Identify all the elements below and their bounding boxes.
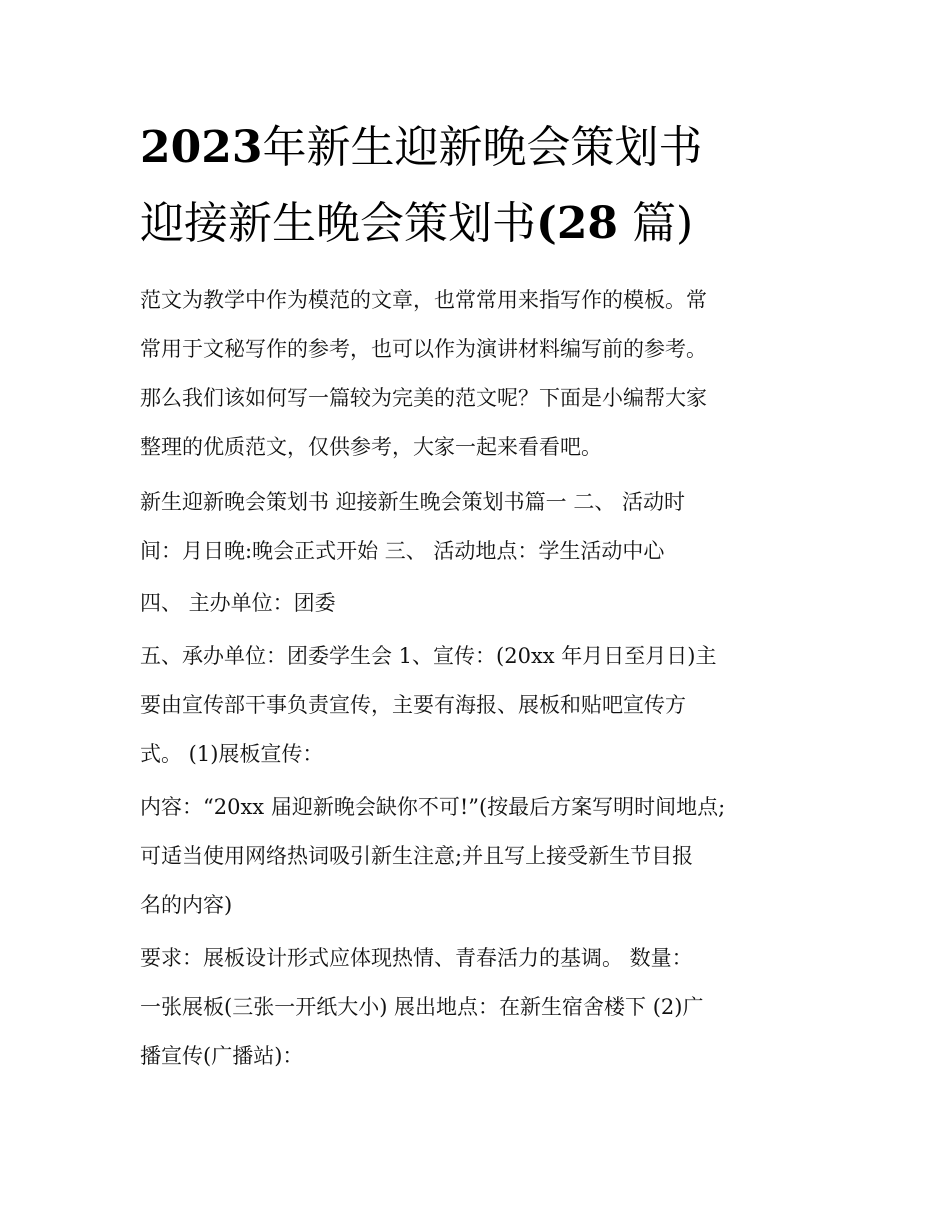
body-text-line: 间：月日晚:晚会正式开始 三、 活动地点：学生活动中心 <box>140 539 665 563</box>
body-text-line: 要求：展板设计形式应体现热情、青春活力的基调。 数量： <box>140 946 693 970</box>
body-text-line: 内容：“20xx 届迎新晚会缺你不可!”(按最后方案写明时间地点; <box>140 795 726 819</box>
body-text-line: 要由宣传部干事负责宣传，主要有海报、展板和贴吧宣传方 <box>140 693 686 717</box>
body-text-line: 常用于文秘写作的参考，也可以作为演讲材料编写前的参考。 <box>140 337 707 361</box>
body-text-line: 式。 (1)展板宣传： <box>140 742 324 766</box>
body-text-line: 五、承办单位：团委学生会 1、宣传：(20xx 年月日至月日)主 <box>140 644 717 668</box>
body-text-line: 四、 主办单位：团委 <box>140 591 336 615</box>
body-text-line: 整理的优质范文，仅供参考，大家一起来看看吧。 <box>140 435 602 459</box>
title-count-suffix: 篇) <box>632 198 694 249</box>
body-text-line: 新生迎新晚会策划书 迎接新生晚会策划书篇一 二、 活动时 <box>140 490 686 514</box>
body-text-line: 播宣传(广播站)： <box>140 1044 304 1068</box>
body-text-line: 范文为教学中作为模范的文章，也常常用来指写作的模板。常 <box>140 288 707 312</box>
title-subtitle-text: 迎接新生晚会策划书 <box>140 198 536 249</box>
title-count: (28 <box>536 198 619 249</box>
title-main-text: 年新生迎新晚会策划书 <box>262 122 703 173</box>
document-title-line-1 <box>140 120 840 176</box>
body-text-line: 名的内容) <box>140 893 233 917</box>
body-text-line: 那么我们该如何写一篇较为完美的范文呢？下面是小编帮大家 <box>140 386 707 410</box>
body-text-line: 一张展板(三张一开纸大小) 展出地点：在新生宿舍楼下 (2)广 <box>140 995 704 1019</box>
body-text-line: 可适当使用网络热词吸引新生注意;并且写上接受新生节目报 <box>140 844 694 868</box>
document-title-line-2 <box>140 196 840 252</box>
title-year: 2023 <box>140 122 263 173</box>
